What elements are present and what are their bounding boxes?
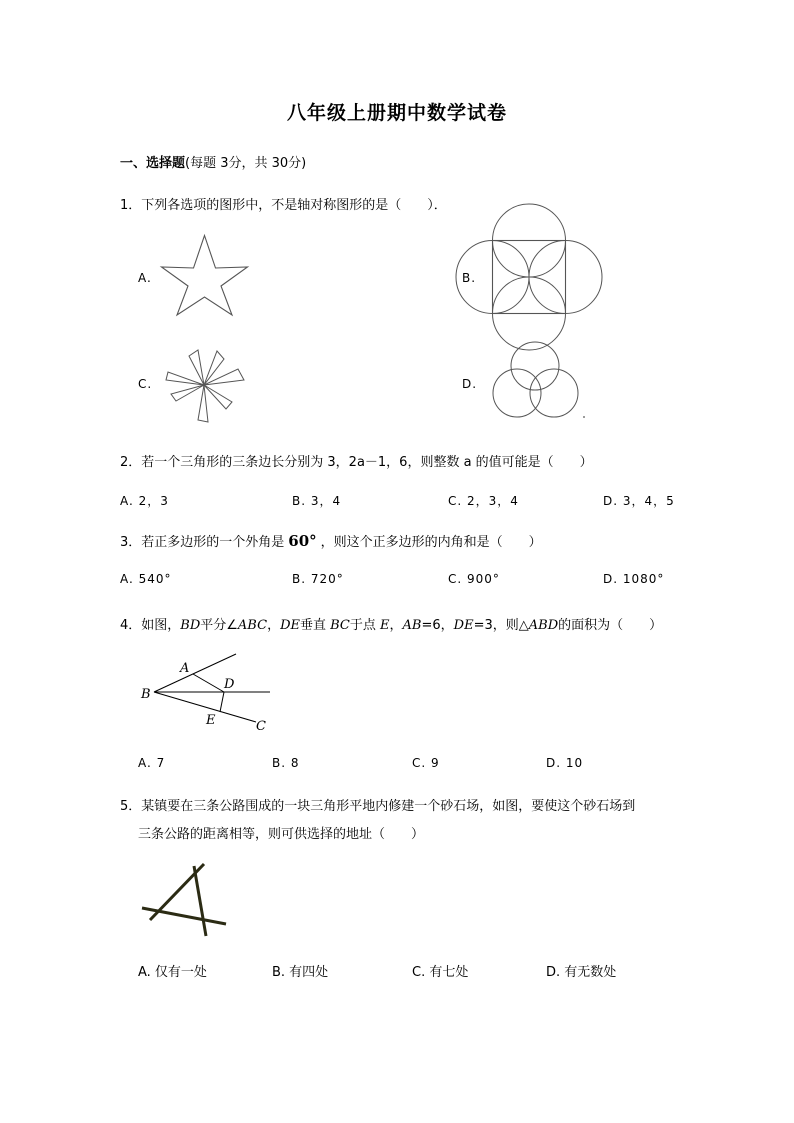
q4-stem-part: AB [402, 618, 422, 633]
q4-stem-part: 垂直 [300, 618, 331, 633]
pinwheel-figure [160, 340, 250, 430]
q4-stem-part: 4．如图， [120, 618, 181, 633]
q1-option-b-label: B. [462, 271, 477, 285]
q4-stem-part: BD [180, 618, 201, 633]
section-header [120, 152, 306, 171]
q4-stem-part: =3，则△ [473, 618, 529, 633]
q4-stem-part: ABC [237, 618, 268, 633]
q4-stem-part: DE [453, 618, 474, 633]
q3-option-c: C. 900° [448, 572, 500, 586]
section-note: (每题 3分，共 30分) [185, 156, 307, 171]
q4-stem-part: ， [389, 618, 403, 633]
label-a: A [180, 661, 190, 676]
three-circles-figure [490, 340, 586, 422]
square-petal-figure [492, 240, 566, 314]
page-title: 八年级上册期中数学试卷 [286, 102, 507, 124]
q4-stem-part: 平分∠ [200, 618, 238, 633]
q5-option-b: B. 有四处 [272, 965, 329, 980]
q4-option-d: D. 10 [546, 756, 584, 770]
q2-option-b: B. 3，4 [292, 494, 342, 508]
q5-stem-line2: 三条公路的距离相等，则可供选择的地址（ ） [138, 827, 425, 842]
label-e: E [206, 713, 216, 728]
q4-stem-part: BC [330, 618, 350, 633]
q3-option-b: B. 720° [292, 572, 344, 586]
label-c: C [256, 719, 266, 734]
q1-option-a-label: A. [138, 271, 152, 285]
q4-stem-part: E [380, 618, 390, 633]
angle-bisector-figure [138, 648, 288, 748]
q3-stem-before: 3．若正多边形的一个外角是 [120, 535, 285, 550]
q4-stem-part: =6， [421, 618, 454, 633]
q4-option-a: A. 7 [138, 756, 166, 770]
q4-stem [120, 614, 662, 633]
q5-option-c: C. 有七处 [412, 965, 469, 980]
q4-stem-part: 于点 [349, 618, 381, 633]
q3-stem [120, 531, 542, 550]
q2-option-c: C. 2，3，4 [448, 494, 519, 508]
q4-option-b: B. 8 [272, 756, 300, 770]
q4-stem-part: DE [280, 618, 300, 633]
q1-option-d-label: D. [462, 377, 478, 391]
q3-stem-after: ，则这个正多边形的内角和是（ ） [320, 535, 542, 550]
q2-option-d: D. 3，4，5 [603, 494, 675, 508]
q2-option-a: A. 2，3 [120, 494, 169, 508]
q4-stem-part: 的面积为（ ） [558, 618, 663, 633]
q2-stem: 2．若一个三角形的三条边长分别为 3，2a－1，6，则整数 a 的值可能是（ ） [120, 455, 593, 470]
q4-stem-part: ， [267, 618, 281, 633]
q3-option-a: A. 540° [120, 572, 172, 586]
label-b: B [141, 687, 151, 702]
three-roads-figure [140, 862, 230, 938]
q3-option-d: D. 1080° [603, 572, 665, 586]
q4-stem-part: ABD [528, 618, 559, 633]
q4-option-c: C. 9 [412, 756, 440, 770]
q5-option-a: A. 仅有一处 [138, 965, 207, 980]
label-d: D [224, 677, 235, 692]
q1-stem: 1．下列各选项的图形中，不是轴对称图形的是（ ）． [120, 198, 447, 213]
q5-option-d: D. 有无数处 [546, 965, 617, 980]
section-label: 一、选择题 [120, 156, 186, 171]
q3-angle: 60° [288, 532, 317, 550]
q5-stem-line1: 5．某镇要在三条公路围成的一块三角形平地内修建一个砂石场，如图，要使这个砂石场到 [120, 799, 636, 814]
star-figure [160, 234, 250, 316]
q1-option-c-label: C. [138, 377, 153, 391]
